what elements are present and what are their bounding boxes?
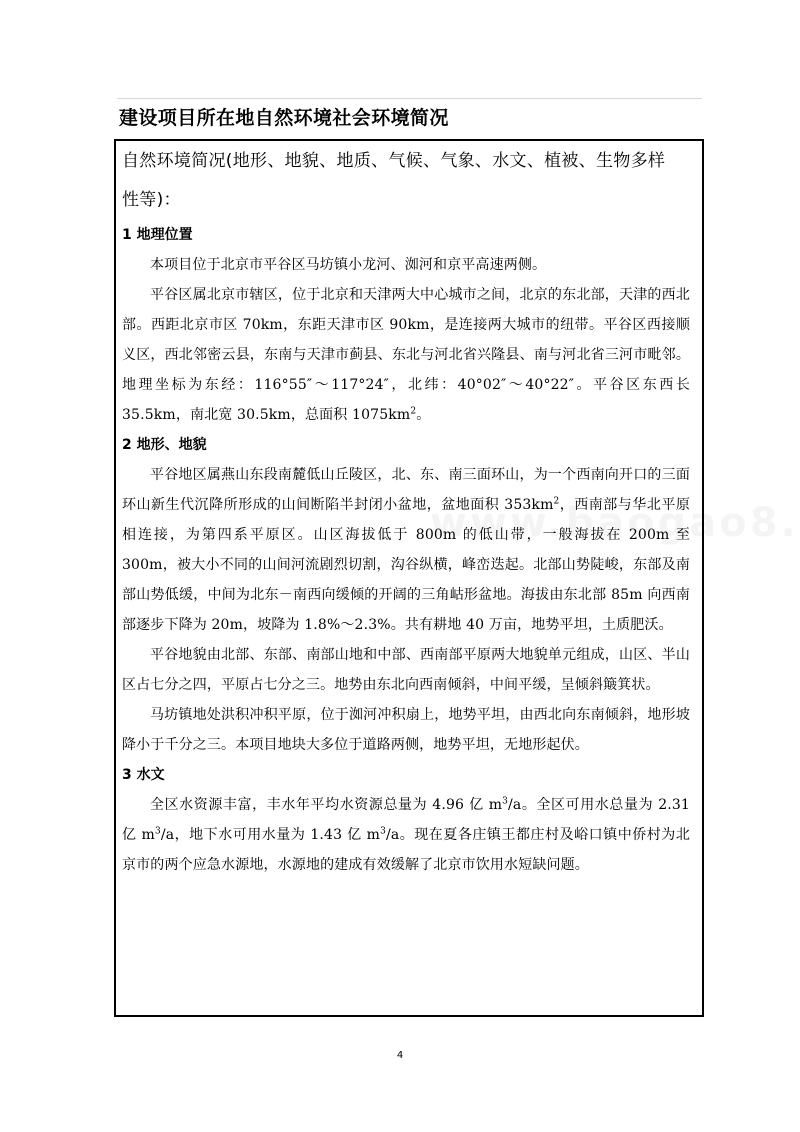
page-number: 4 bbox=[396, 1050, 404, 1061]
basin-area-superscript: 2 bbox=[553, 496, 560, 507]
section-2-title: 2 地形、地貌 bbox=[122, 437, 207, 453]
section-2-paragraph-2: 平谷地貌由北部、东部、南部山地和中部、西南部平原两大地貌单元组成，山区、半山区占七分之四，平原占七分之三。地势由东北向西南倾斜，中间平缓，呈倾斜簸箕状。 bbox=[122, 647, 690, 693]
water-text-b: /a。全区可用水总量为 2.31 亿 m bbox=[122, 797, 690, 843]
water-sup-1: 3 bbox=[502, 796, 509, 807]
section-2-paragraph-1-end: ，西南部与华北平原相连接，为第四系平原区。山区海拔低于 800m 的低山带，一般海拔在 200m 至 300m，被大小不同的山间河流剧烈切割，沟谷纵横，峰峦迭起。北部山势陡峻，东部及南部山势低缓，中间为北东－南西向缓倾的开阔的三角岵形盆地。海拔由东北部 85m 向西南部逐步下降为 20m，坡降为 1.8%～2.3%。共有耕地 40 万亩，地势平坦，土质肥沃。 bbox=[122, 497, 690, 633]
section-2-paragraph-1 bbox=[122, 460, 690, 640]
section-1-paragraph-2-text: 平谷区属北京市辖区，位于北京和天津两大中心城市之间，北京的东北部，天津的西北部。西距北京市区 70km，东距天津市区 90km，是连接两大城市的纽带。平谷区西接顺义区，西北邻密云县，东南与天津市蓟县、东北与河北省兴隆县、南与河北省三河市毗邻。地理坐标为东经：116°55″～117°24″，北纬：40°02″～40°22″。平谷区东西长 35.5km，南北宽 30.5km，总面积 1075km bbox=[122, 287, 690, 423]
water-sup-3: 3 bbox=[380, 826, 386, 837]
section-1-title: 1 地理位置 bbox=[122, 227, 193, 243]
box-heading-line1: 自然环境简况(地形、地貌、地质、气候、气象、水文、植被、生物多样 bbox=[122, 151, 666, 171]
section-1-paragraph-1: 本项目位于北京市平谷区马坊镇小龙河、洳河和京平高速两侧。 bbox=[150, 257, 547, 273]
water-sup-2: 3 bbox=[154, 826, 161, 837]
section-2-paragraph-3: 马坊镇地处洪积冲积平原，位于洳河冲积扇上，地势平坦，由西北向东南倾斜，地形坡降小于千分之三。本项目地块大多位于道路两侧，地势平坦，无地形起伏。 bbox=[122, 707, 690, 753]
water-text-d: /a。现在夏各庄镇王都庄村及峪口镇中侨村为北京市的两个应急水源地，水源地的建成有效缓解了北京市饮用水短缺问题。 bbox=[122, 827, 690, 873]
water-text-c: /a，地下水可用水量为 1.43 亿 m bbox=[160, 827, 381, 843]
frame-content bbox=[122, 142, 702, 880]
section-3-title: 3 水文 bbox=[122, 767, 165, 783]
section-3-paragraph-1 bbox=[122, 790, 690, 880]
box-heading-line2: 性等)： bbox=[122, 190, 181, 210]
header-rule bbox=[117, 98, 702, 99]
water-text-a: 全区水资源丰富，丰水年平均水资源总量为 4.96 亿 m bbox=[150, 797, 503, 813]
section-2-paragraph-1-text: 平谷地区属燕山东段南麓低山丘陵区，北、东、南三面环山，为一个西南向开口的三面环山新生代沉降所形成的山间断陷半封闭小盆地，盆地面积 353km bbox=[122, 467, 690, 513]
area-superscript: 2 bbox=[410, 406, 417, 417]
section-1-paragraph-2 bbox=[122, 280, 690, 430]
section-1-paragraph-2-end: 。 bbox=[416, 407, 431, 423]
section-title: 建设项目所在地自然环境社会环境简况 bbox=[119, 107, 449, 129]
